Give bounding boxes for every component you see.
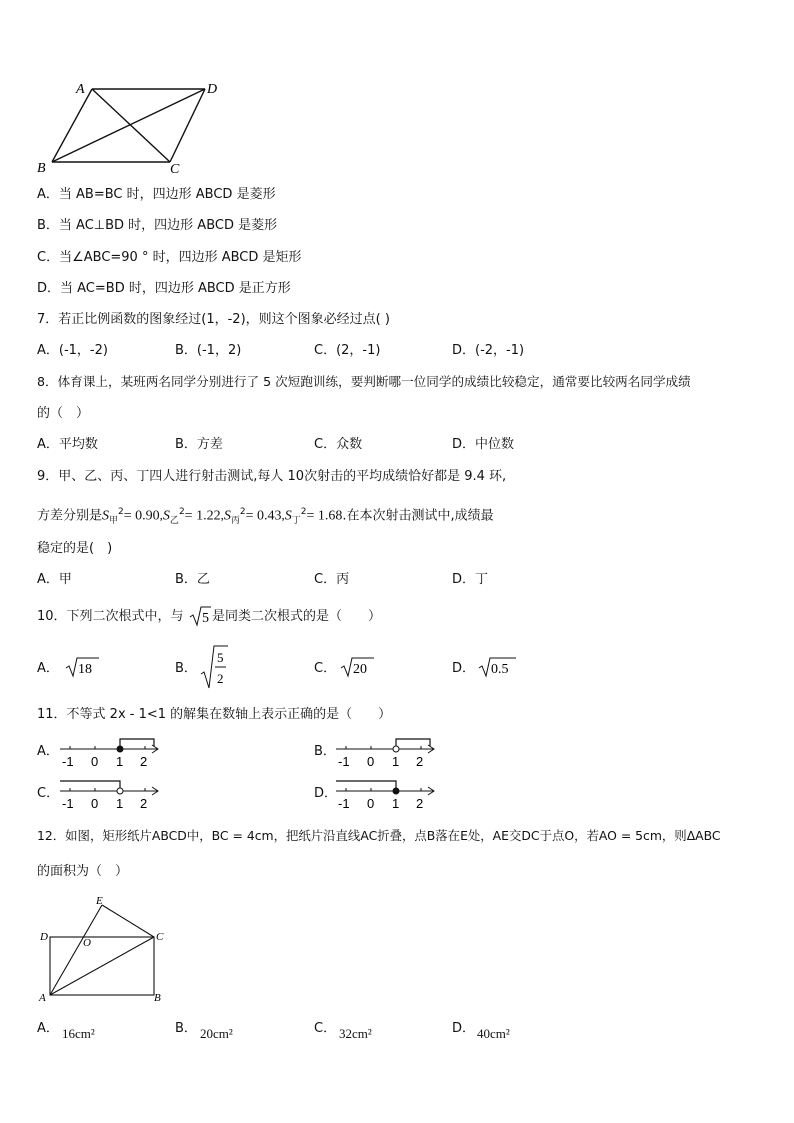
q11-label-a: A． xyxy=(37,744,59,759)
q10-option-a-sqrt xyxy=(65,655,101,679)
q9-stem-line1: 9．甲、乙、丙、丁四人进行射击测试,每人 10次射击的平均成绩恰好都是 9.4 环, xyxy=(37,469,507,484)
q11-stem: 11．不等式 2x - 1<1 的解集在数轴上表示正确的是（ ） xyxy=(37,707,392,722)
q11-numberline-b xyxy=(334,734,444,770)
q9-option-b: B．乙 xyxy=(175,572,210,587)
q11-label-c: C． xyxy=(37,786,60,801)
q7-option-c: C．(2，-1) xyxy=(314,343,381,358)
q9-val-bing: = 0.43 xyxy=(245,508,282,524)
q9-sub-ding: 丁 xyxy=(291,515,301,526)
q10-stem-prefix: 10．下列二次根式中，与 xyxy=(37,609,184,624)
q11-b-tick-2: 1 xyxy=(392,754,400,769)
q8-option-c: C．众数 xyxy=(314,437,363,452)
q11-c-tick-2: 1 xyxy=(116,796,124,811)
q9-option-d: D．丁 xyxy=(452,572,489,587)
q11-d-tick-1: 0 xyxy=(367,796,375,811)
label-c: C xyxy=(170,162,180,176)
q8-option-b: B．方差 xyxy=(175,437,223,452)
q9-val-ding: = 1.68 xyxy=(306,508,343,524)
q9-stem-line3: 稳定的是( ) xyxy=(37,541,113,556)
q10-stem-sqrt xyxy=(189,604,211,628)
q7-option-a: A．(-1，-2) xyxy=(37,343,108,358)
q12-stem-line2: 的面积为（ ） xyxy=(37,864,129,879)
q11-a-tick-3: 2 xyxy=(140,754,148,769)
line-ae xyxy=(50,905,102,995)
q11-label-d: D． xyxy=(314,786,338,801)
q9-sub-bing: 丙 xyxy=(230,515,240,526)
q7-stem: 7．若正比例函数的图象经过(1，-2)，则这个图象必经过点( ) xyxy=(37,312,390,327)
q12-answer-c: 32cm² xyxy=(339,1026,372,1041)
q12-label-a: A． xyxy=(37,1021,59,1036)
line-ec xyxy=(102,905,154,937)
label-d2: D xyxy=(40,931,48,943)
q10-radicand-a: 18 xyxy=(78,662,92,677)
label-b2: B xyxy=(154,992,161,1004)
label-b: B xyxy=(37,161,46,176)
q11-d-tick-0: -1 xyxy=(338,796,350,811)
label-e: E xyxy=(96,895,103,907)
q10-label-d: D． xyxy=(452,661,476,676)
q9-option-a: A．甲 xyxy=(37,572,72,587)
q10-frac-num: 5 xyxy=(217,650,224,665)
q8-option-d: D．中位数 xyxy=(452,437,515,452)
q9-option-c: C．丙 xyxy=(314,572,350,587)
q10-radicand-d: 0.5 xyxy=(491,662,509,677)
label-d: D xyxy=(207,82,218,97)
q10-radicand-c: 20 xyxy=(353,662,367,677)
q10-option-d-sqrt xyxy=(478,655,518,679)
q9-val-jia: = 0.90 xyxy=(123,508,160,524)
q12-answer-b: 20cm² xyxy=(200,1026,233,1041)
q11-b-tick-3: 2 xyxy=(416,754,424,769)
q12-label-c: C． xyxy=(314,1021,337,1036)
q12-label-d: D． xyxy=(452,1021,476,1036)
q11-a-tick-1: 0 xyxy=(91,754,99,769)
q9-sub-yi: 乙 xyxy=(169,515,179,526)
q12-answer-d: 40cm² xyxy=(477,1026,510,1041)
q11-numberline-a xyxy=(58,734,168,770)
q8-option-a: A．平均数 xyxy=(37,437,98,452)
q7-option-d: D．(-2，-1) xyxy=(452,343,525,358)
label-a2: A xyxy=(39,992,46,1004)
q11-c-tick-0: -1 xyxy=(62,796,74,811)
diagonal-ac xyxy=(92,89,170,162)
parallelogram-figure xyxy=(30,76,230,176)
q11-b-tick-0: -1 xyxy=(338,754,350,769)
q11-label-b: B． xyxy=(314,744,336,759)
q9-suffix: .在本次射击测试中,成绩最 xyxy=(342,508,494,524)
side-ba xyxy=(52,89,92,162)
q9-prefix: 方差分别是 xyxy=(37,508,103,524)
q11-b-tick-1: 0 xyxy=(367,754,375,769)
q11-a-tick-0: -1 xyxy=(62,754,74,769)
label-a: A xyxy=(76,82,85,97)
q10-frac-den: 2 xyxy=(217,671,224,686)
q10-label-c: C． xyxy=(314,661,337,676)
q6-option-b: B．当 AC⊥BD 时，四边形 ABCD 是菱形 xyxy=(37,218,278,233)
q11-numberline-d xyxy=(334,776,444,812)
q8-stem-line1: 8．体育课上，某班两名同学分别进行了 5 次短跑训练，要判断哪一位同学的成绩比较稳定，通常要比较两名同学成绩 xyxy=(37,374,691,389)
q11-numberline-c xyxy=(58,776,168,812)
q9-sub-jia: 甲 xyxy=(109,515,119,526)
label-c2: C xyxy=(156,931,164,943)
q11-d-tick-3: 2 xyxy=(416,796,424,811)
q9-stem-line2: 方差分别是$S_甲^2= 0.90,S_乙^2= 1.22,S_丙^2= 0.43,S_丁^2= 1.68$.在本次射击测试中,成绩最 xyxy=(37,507,494,526)
q12-label-b: B． xyxy=(175,1021,197,1036)
q11-a-tick-2: 1 xyxy=(116,754,124,769)
q10-stem-suffix: 是同类二次根式的是（ ） xyxy=(212,609,382,624)
q9-val-yi: = 1.22 xyxy=(184,508,221,524)
side-dc xyxy=(170,89,205,162)
q6-option-c: C．当∠ABC=90 ° 时，四边形 ABCD 是矩形 xyxy=(37,250,302,265)
q11-c-tick-3: 2 xyxy=(140,796,148,811)
q12-stem-line1: 12．如图，矩形纸片ABCD中，BC = 4cm，把纸片沿直线AC折叠，点B落在E处，AE交DC于点O，若AO = 5cm，则ΔABC xyxy=(37,828,721,843)
rectangle-fold-figure xyxy=(30,893,180,1008)
q10-label-a: A． xyxy=(37,661,59,676)
q7-option-b: B．(-1，2) xyxy=(175,343,242,358)
q11-d-tick-2: 1 xyxy=(392,796,400,811)
diagonal-bd xyxy=(52,89,205,162)
q6-option-a: A．当 AB=BC 时，四边形 ABCD 是菱形 xyxy=(37,187,276,202)
q12-answer-a: 16cm² xyxy=(62,1026,95,1041)
q10-label-b: B． xyxy=(175,661,197,676)
q10-option-b-sqrt-frac xyxy=(200,642,230,692)
label-o: O xyxy=(83,937,91,949)
line-ac xyxy=(50,937,154,995)
q6-option-d: D．当 AC=BD 时，四边形 ABCD 是正方形 xyxy=(37,281,291,296)
q10-stem-radicand: 5 xyxy=(202,611,209,626)
q8-stem-line2: 的（ ） xyxy=(37,406,90,421)
q11-c-tick-1: 0 xyxy=(91,796,99,811)
q10-option-c-sqrt xyxy=(340,655,376,679)
